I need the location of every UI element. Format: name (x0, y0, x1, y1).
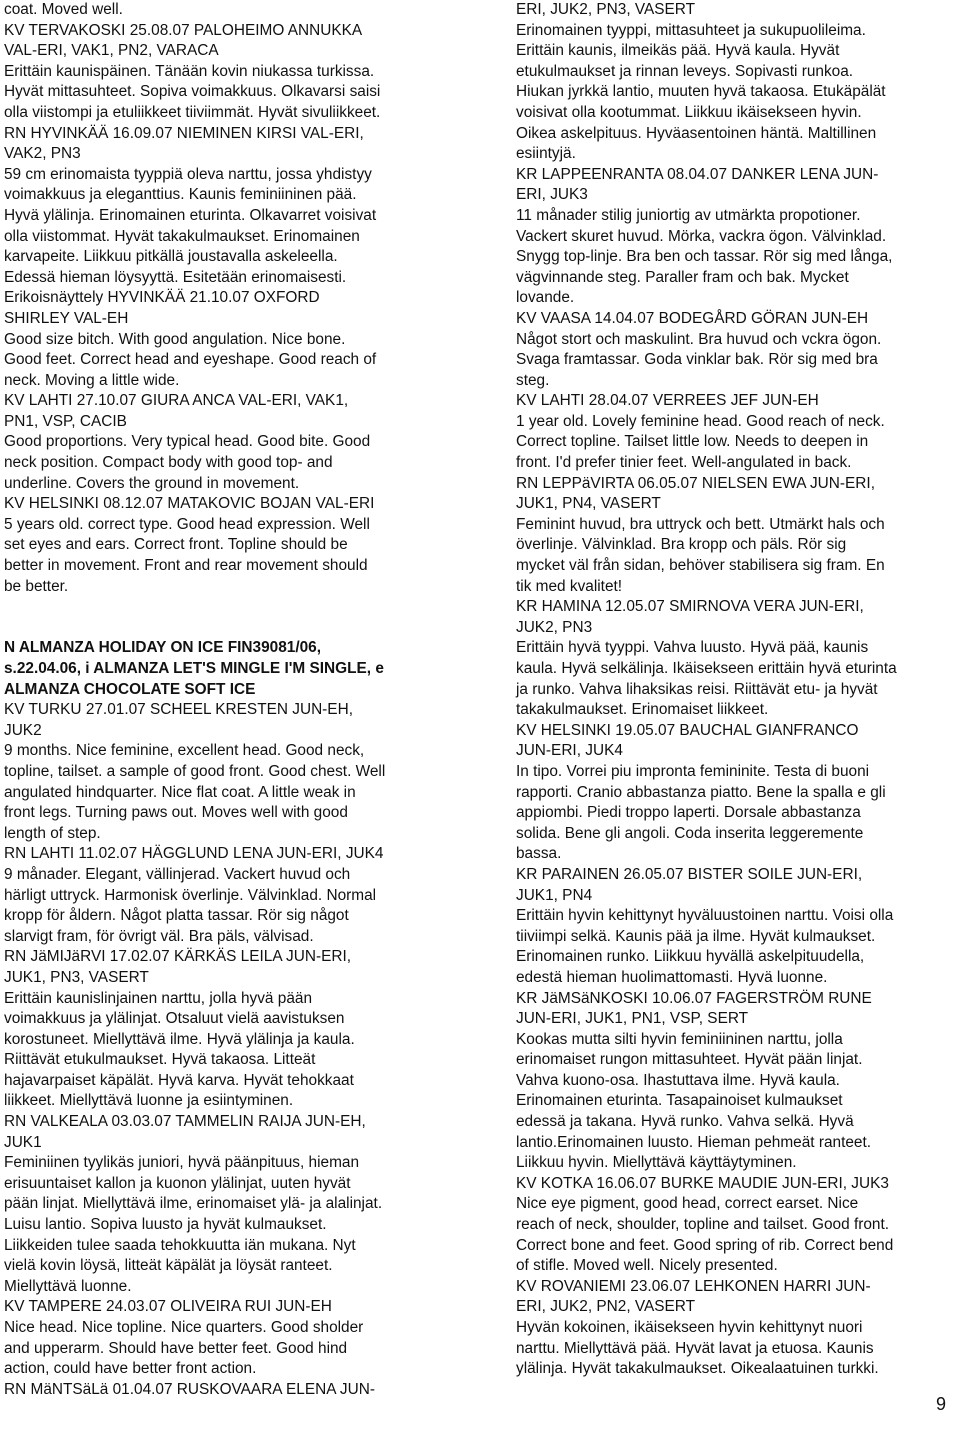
text-line: Good proportions. Very typical head. Good bite. Good (4, 433, 371, 451)
text-line: karvapeite. Liikkuu pitkällä joustavalla askeleella. (4, 248, 338, 266)
text-line: 9 månader. Elegant, vällinjerad. Vackert huvud och (4, 865, 351, 883)
page-number: 9 (936, 1394, 947, 1414)
text-line: 11 månader stilig juniortig av utmärkta propotioner. (516, 206, 861, 224)
text-line: Kookas mutta silti hyvin feminiininen narttu, jolla (516, 1030, 843, 1048)
text-line: KV KOTKA 16.06.07 BURKE MAUDIE JUN-ERI, JUK3 (516, 1174, 889, 1192)
text-line: KV LAHTI 28.04.07 VERREES JEF JUN-EH (516, 392, 819, 410)
text-line: Correct bone and feet. Good spring of rib. Correct bend (516, 1236, 894, 1254)
text-line: JUK1, PN4, VASERT (516, 495, 661, 513)
text-line: olla viistommat. Hyvät takakulmaukset. Erinomainen (4, 227, 360, 245)
text-line: Good size bitch. With good angulation. Nice bone. (4, 330, 346, 348)
text-line: RN LAHTI 11.02.07 HÄGGLUND LENA JUN-ERI, JUK4 (4, 845, 384, 863)
text-line: JUK2, PN3 (516, 618, 593, 636)
text-line: RN HYVINKÄÄ 16.09.07 NIEMINEN KIRSI VAL-ERI, (4, 124, 364, 142)
text-line: Något stort och maskulint. Bra huvud och vckra ögon. (516, 330, 882, 348)
text-line: better in movement. Front and rear movement should (4, 557, 368, 575)
text-line: mycket väl från sidan, behöver stabilisera sig fram. En (516, 557, 885, 575)
text-line: hajavarpaiset käpälät. Hyvä karva. Hyvät tehokkaat (4, 1071, 354, 1089)
text-line: topline, tailset. a sample of good front. Good chest. Well (4, 762, 386, 780)
text-line: Oikea askelpituus. Hyväasentoinen häntä. Maltillinen (516, 124, 877, 142)
text-line: action, could have better front action. (4, 1360, 257, 1378)
text-line: of stifle. Moved well. Nicely presented. (516, 1257, 778, 1275)
text-line: Erittäin kaunis, ilmeikäs pää. Hyvä kaula. Hyvät (516, 42, 840, 60)
text-line: slarvigt fram, för övrigt väl. Bra päls, välvisad. (4, 927, 314, 945)
text-line: Edessä hieman löysyyttä. Esitetään erinomaisesti. (4, 268, 347, 286)
text-line: vielä kovin löysä, litteät käpälät ja löysät ranteet. (4, 1257, 333, 1275)
text-line: etukulmaukset ja rinnan leveys. Sopivasti runkoa. (516, 62, 854, 80)
text-line: steg. (516, 371, 550, 389)
text-line: lantio.Erinomainen luusto. Hieman pehmeät ranteet. (516, 1133, 872, 1151)
text-line: Liikkeiden tulee saada tehokkuutta iän mukana. Nyt (4, 1236, 356, 1254)
text-line: kropp för åldern. Något platta tassar. Rör sig något (4, 907, 349, 925)
heading-line: N ALMANZA HOLIDAY ON ICE FIN39081/06, (4, 639, 322, 657)
text-line: edessä ja takana. Hyvä runko. Vahva selkä. Hyvä (516, 1113, 854, 1131)
text-line: Vahva kuono-osa. Ihastuttava ilme. Hyvä kaula. (516, 1071, 840, 1089)
text-line: RN LEPPäVIRTA 06.05.07 NIELSEN EWA JUN-ERI, (516, 474, 875, 492)
text-line: angulated hindquarter. Nice flat coat. A little weak in (4, 783, 356, 801)
text-line: voimakkuus ja ylälinjat. Otsaluut vielä aavistuksen (4, 1010, 345, 1028)
text-line: KR HAMINA 12.05.07 SMIRNOVA VERA JUN-ERI, (516, 598, 864, 616)
text-line: JUN-ERI, JUK4 (516, 742, 623, 760)
dog-pedigree-heading (4, 638, 452, 700)
left-column-top-text (4, 0, 452, 597)
text-line: Feminint huvud, bra uttryck och bett. Utmärkt hals och (516, 515, 885, 533)
text-line: 59 cm erinomaista tyyppiä oleva narttu, jossa yhdistyy (4, 165, 372, 183)
text-line: KR JäMSäNKOSKI 10.06.07 FAGERSTRÖM RUNE (516, 989, 872, 1007)
text-line: Erittäin kaunispäinen. Tänään kovin niukassa turkissa. (4, 62, 375, 80)
text-line: front legs. Turning paws out. Moves well with good (4, 804, 348, 822)
text-line: reach of neck, shoulder, topline and tailset. Good front. (516, 1216, 890, 1234)
text-line: liikkeet. Miellyttävä luonne ja esiintyminen. (4, 1092, 294, 1110)
text-line: KV LAHTI 27.10.07 GIURA ANCA VAL-ERI, VAK1, (4, 392, 349, 410)
text-line: be better. (4, 577, 69, 595)
text-line: Feminiinen tyylikäs juniori, hyvä päänpituus, hieman (4, 1154, 360, 1172)
text-line: In tipo. Vorrei piu impronta femininite. Testa di buoni (516, 762, 870, 780)
text-line: JUK1, PN3, VASERT (4, 968, 149, 986)
text-line: Vackert skuret huvud. Mörka, vackra ögon. Välvinklad. (516, 227, 887, 245)
right-column-text (516, 0, 952, 1380)
text-line: erisuuntaiset kallon ja kuonon ylälinjat, uuten hyvät (4, 1174, 351, 1192)
text-line: RN JäMIJäRVI 17.02.07 KÄRKÄS LEILA JUN-ERI, (4, 948, 352, 966)
text-line: KV TAMPERE 24.03.07 OLIVEIRA RUI JUN-EH (4, 1298, 332, 1316)
text-line: JUN-ERI, JUK1, PN1, VSP, SERT (516, 1010, 749, 1028)
heading-line: s.22.04.06, i ALMANZA LET'S MINGLE I'M SINGLE, e (4, 660, 384, 677)
text-line: olla viistompi ja etuliikkeet tiiviimmät. Hyvät sivuliikkeet. (4, 103, 381, 121)
text-line: takakulmaukset. Erinomaiset liikkeet. (516, 701, 769, 719)
text-line: bassa. (516, 845, 562, 863)
text-line: underline. Covers the ground in movement. (4, 474, 300, 492)
text-line: 1 year old. Lovely feminine head. Good reach of neck. (516, 412, 885, 430)
text-line: KV HELSINKI 08.12.07 MATAKOVIC BOJAN VAL-ERI (4, 495, 375, 513)
text-line: Nice eye pigment, good head, correct earset. Nice (516, 1195, 859, 1213)
text-line: vägvinnande steg. Paraller fram och bak. Mycket (516, 268, 849, 286)
text-line: VAK2, PN3 (4, 145, 81, 163)
text-line: neck. Moving a little wide. (4, 371, 180, 389)
text-line: coat. Moved well. (4, 1, 123, 18)
text-line: Riittävät etukulmaukset. Hyvä takaosa. Litteät (4, 1051, 316, 1069)
text-line: Hiukan jyrkkä lantio, muuten hyvä takaosa. Etukäpälät (516, 83, 886, 101)
text-line: Erinomainen runko. Liikkuu hyvällä askelpituudella, (516, 948, 865, 966)
text-line: Hyvän kokoinen, ikäisekseen hyvin kehittynyt nuori (516, 1319, 863, 1336)
left-column-bottom-text (4, 700, 452, 1400)
text-line: narttu. Miellyttävä pää. Hyvät lavat ja etuosa. Kaunis (516, 1339, 874, 1357)
text-line: överlinje. Välvinklad. Bra kropp och päls. Rör sig (516, 536, 847, 554)
text-line: kaula. Hyvä selkälinja. Ikäisekseen erittäin hyvä eturinta (516, 660, 897, 677)
paragraph-gap (4, 618, 452, 639)
text-line: appiombi. Piedi troppo laperti. Dorsale abbastanza (516, 804, 861, 822)
text-line: length of step. (4, 824, 101, 842)
right-column (516, 0, 952, 1380)
text-line: KV HELSINKI 19.05.07 BAUCHAL GIANFRANCO (516, 721, 859, 739)
text-line: Erinomainen eturinta. Tasapainoiset kulmaukset (516, 1092, 843, 1110)
text-line: ylälinja. Hyvät takakulmaukset. Oikealaatuinen turkki. (516, 1360, 879, 1378)
text-line: lovande. (516, 289, 575, 307)
text-line: Hyvät mittasuhteet. Sopiva voimakkuus. Olkavarsi saisi (4, 83, 381, 101)
heading-line: ALMANZA CHOCOLATE SOFT ICE (4, 680, 256, 698)
text-line: JUK2 (4, 721, 42, 739)
text-line: Hyvä ylälinja. Erinomainen eturinta. Olkavarret voisivat (4, 206, 377, 224)
text-line: tiiviimpi selkä. Kaunis pää ja ilme. Hyvät kulmaukset. (516, 927, 876, 945)
text-line: KV ROVANIEMI 23.06.07 LEHKONEN HARRI JUN- (516, 1277, 871, 1295)
text-line: VAL-ERI, VAK1, PN2, VARACA (4, 42, 219, 60)
text-line: voimakkuus ja eleganttius. Kaunis feminiininen pää. (4, 186, 357, 204)
text-line: Erittäin hyvä tyyppi. Vahva luusto. Hyvä pää, kaunis (516, 639, 869, 657)
text-line: SHIRLEY VAL-EH (4, 309, 129, 327)
text-line: PN1, VSP, CACIB (4, 412, 127, 430)
text-line: Luisu lantio. Sopiva luusto ja hyvät kulmaukset. (4, 1216, 327, 1234)
text-line: Erittäin kaunislinjainen narttu, jolla hyvä pään (4, 989, 313, 1007)
paragraph-gap (4, 597, 452, 618)
text-line: KR PARAINEN 26.05.07 BISTER SOILE JUN-ERI, (516, 865, 863, 883)
text-line: esiintyjä. (516, 145, 576, 163)
text-line: 5 years old. correct type. Good head expression. Well (4, 515, 370, 533)
text-line: JUK1 (4, 1133, 42, 1151)
text-line: RN VALKEALA 03.03.07 TAMMELIN RAIJA JUN-EH, (4, 1113, 366, 1131)
text-line: JUK1, PN4 (516, 886, 593, 904)
text-line: 9 months. Nice feminine, excellent head. Good neck, (4, 742, 365, 760)
text-line: ERI, JUK2, PN3, VASERT (516, 1, 696, 18)
text-line: ERI, JUK3 (516, 186, 588, 204)
text-line: korostuneet. Miellyttävä ilme. Hyvä ylälinja ja kaula. (4, 1030, 355, 1048)
text-line: solida. Bene gli angoli. Coda inserita leggeremente (516, 824, 864, 842)
text-line: KR LAPPEENRANTA 08.04.07 DANKER LENA JUN- (516, 165, 879, 183)
text-line: Snygg top-linje. Bra ben och tassar. Rör sig med långa, (516, 248, 893, 266)
left-column (4, 0, 452, 1400)
text-line: Erittäin hyvin kehittynyt hyväluustoinen narttu. Voisi olla (516, 907, 894, 925)
text-line: set eyes and ears. Correct front. Topline should be (4, 536, 348, 554)
text-line: and upperarm. Should have better feet. Good hind (4, 1339, 348, 1357)
text-line: tik med kvalitet! (516, 577, 623, 595)
text-line: voisivat olla kootummat. Liikkuu ikäisekseen hyvin. (516, 103, 862, 121)
text-line: Miellyttävä luonne. (4, 1277, 132, 1295)
text-line: neck position. Compact body with good top- and (4, 454, 333, 472)
text-line: ja runko. Vahva lihaksikas reisi. Riittävät etu- ja hyvät (516, 680, 878, 698)
text-line: front. I'd prefer tinier feet. Well-angulated in back. (516, 454, 852, 472)
text-line: härligt uttryck. Harmonisk överlinje. Välvinklad. Normal (4, 886, 377, 904)
text-line: KV TERVAKOSKI 25.08.07 PALOHEIMO ANNUKKA (4, 21, 363, 39)
text-line: Nice head. Nice topline. Nice quarters. Good sholder (4, 1319, 364, 1336)
text-line: RN MäNTSäLä 01.04.07 RUSKOVAARA ELENA JUN- (4, 1380, 375, 1398)
text-line: Erinomainen tyyppi, mittasuhteet ja sukupuolileima. (516, 21, 866, 39)
text-line: rapporti. Cranio abbastanza piatto. Bene la spalla e gli (516, 783, 886, 801)
text-line: KV TURKU 27.01.07 SCHEEL KRESTEN JUN-EH, (4, 701, 353, 719)
text-line: pään linjat. Miellyttävä ilme, erinomaiset ylä- ja alalinjat. (4, 1195, 383, 1213)
text-line: KV VAASA 14.04.07 BODEGÅRD GÖRAN JUN-EH (516, 309, 869, 327)
text-line: Svaga framtassar. Goda vinklar bak. Rör sig med bra (516, 351, 878, 369)
text-line: edestä hieman huolimattomasti. Hyvä luonne. (516, 968, 828, 986)
text-line: Erikoisnäyttely HYVINKÄÄ 21.10.07 OXFORD (4, 289, 320, 307)
text-line: Liikkuu hyvin. Miellyttävä käyttäytyminen. (516, 1154, 797, 1172)
text-line: ERI, JUK2, PN2, VASERT (516, 1298, 696, 1316)
text-line: erinomaiset rungon mittasuhteet. Hyvät pään linjat. (516, 1051, 863, 1069)
text-line: Good feet. Correct head and eyeshape. Good reach of (4, 351, 377, 369)
text-line: Correct topline. Tailset little low. Needs to deepen in (516, 433, 869, 451)
